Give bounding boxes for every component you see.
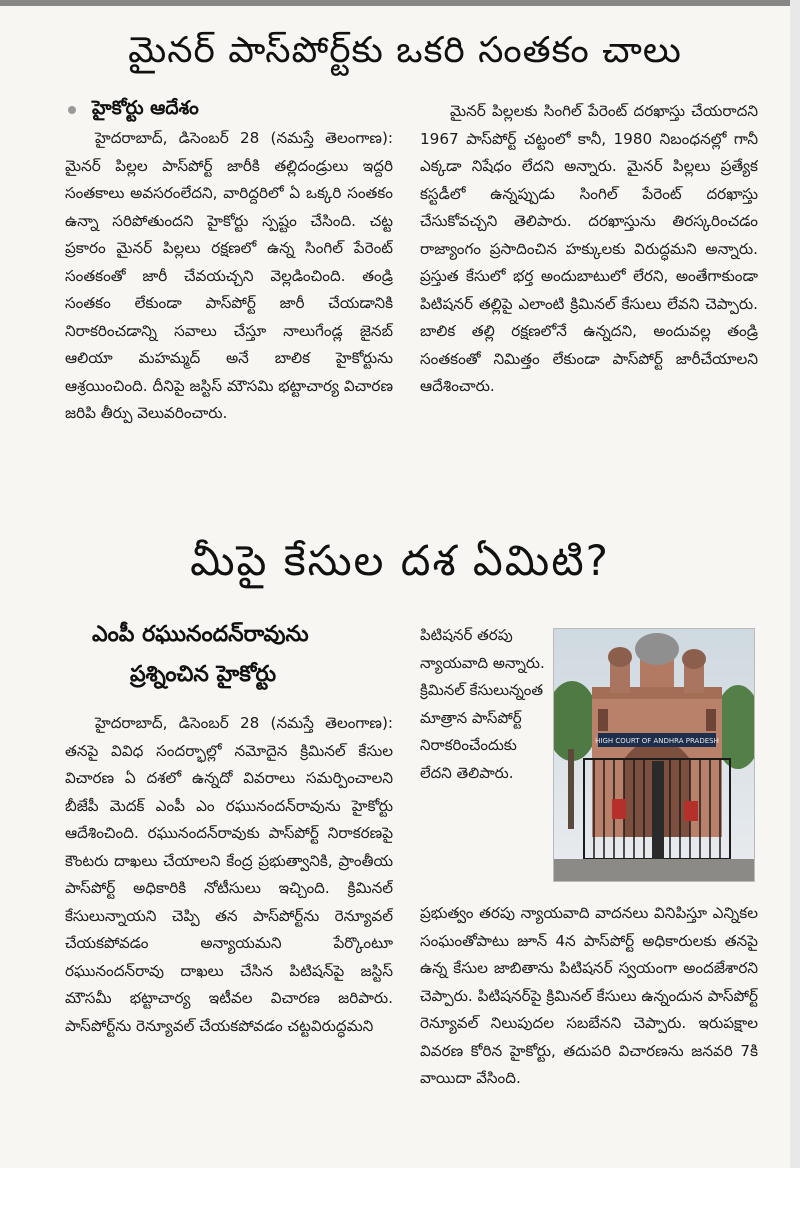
court-sign: HIGH COURT OF ANDHRA PRADESH [595, 737, 719, 745]
article2-column-narrow [420, 622, 550, 890]
article2-column-right [420, 900, 758, 1170]
article2-column-left [65, 710, 393, 1170]
article2-text-left: హైదరాబాద్, డిసెంబర్ 28 (నమస్తే తెలంగాణ): తనపై వివిధ సందర్భాల్లో నమోదైన క్రిమినల్ కేసుల విచారణ ఏ దశలో ఉన్నదో వివరాలు సమర్పించాలని బీజేపీ మెదక్ ఎంపీ ఎం రఘునందన్‌రావును హైకోర్టు ఆదేశించింది. రఘునందన్‌రావుకు పాస్‌పోర్ట్ నిరాకరణపై కౌంటరు దాఖలు చేయాలని కేంద్ర ప్రభుత్వానికి, ప్రాంతీయ పాస్‌పోర్ట్ అధికారికి నోటీసులు ఇచ్చింది. క్రిమినల్ కేసులున్నాయని చెప్పి తన పాస్‌పోర్ట్‌ను రెన్యూవల్ చేయకపోవడం అన్యాయమని పేర్కొంటూ రఘునందన్‌రావు దాఖలు చేసిన పిటిషన్‌పై జస్టిస్ మౌసమీ భట్టాచార్య ఇటీవల విచారణ జరిపారు. పాస్‌పోర్ట్‌ను రెన్యూవల్ చేయకపోవడం చట్టవిరుద్ధమని [65, 714, 393, 1035]
article1-column-right [420, 98, 758, 528]
bullet-icon [68, 106, 76, 114]
article1-text-right: మైనర్ పిల్లలకు సింగిల్ పేరెంట్ దరఖాస్తు చేయరాదని 1967 పాస్‌పోర్ట్ చట్టంలో కానీ, 1980 నిబంధనల్లో గానీ ఎక్కడా నిషేధం లేదని అన్నారు. మైనర్ పిల్లలు ప్రత్యేక కస్టడీలో ఉన్నప్పుడు సింగిల్ పేరెంట్ దరఖాస్తు చేసుకోవచ్చని తెలిపారు. దరఖాస్తును తిరస్కరించడం రాజ్యాంగం ప్రసాదించిన హక్కులకు విరుద్ధమని అన్నారు. ప్రస్తుత కేసులో భర్త అందుబాటులో లేరని, అంతేగాకుండా పిటిషనర్ తల్లిపై ఎలాంటి క్రిమినల్ కేసులు లేవని చెప్పారు. బాలిక తల్లి రక్షణలోనే ఉన్నదని, అందువల్ల తండ్రి సంతకంతో నిమిత్తం లేకుండా పాస్‌పోర్ట్ జారీచేయాలని ఆదేశించారు. [420, 102, 758, 395]
page-edge [790, 0, 800, 1168]
high-court-photo [553, 628, 755, 882]
top-cut-strip [0, 0, 800, 6]
high-court-illustration [554, 629, 754, 881]
article1-subhead: హైకోర్టు ఆదేశం [92, 97, 199, 119]
article2-headline: మీపై కేసుల దశ ఏమిటి? [190, 536, 610, 585]
article1-column-left [65, 125, 393, 525]
article2-text-narrow: పిటిషనర్ తరపు న్యాయవాది అన్నారు. క్రిమినల్ కేసులున్నంత మాత్రాన పాస్‌పోర్ట్ నిరాకరించేందుకు లేదని తెలిపారు. [420, 626, 545, 782]
article1-text-left: హైదరాబాద్, డిసెంబర్ 28 (నమస్తే తెలంగాణ): మైనర్ పిల్లల పాస్‌పోర్ట్ జారీకి తల్లిదండ్రులు ఇద్దరి సంతకాలు అవసరంలేదని, వారిద్దరిలో ఏ ఒక్కరి సంతకం ఉన్నా సరిపోతుందని హైకోర్టు స్పష్టం చేసింది. చట్ట ప్రకారం మైనర్ పిల్లలు రక్షణలో ఉన్న సింగిల్ పేరెంట్ సంతకంతో జారీ చేవయచ్చని వెల్లడించింది. తండ్రి సంతకం లేకుండా పాస్‌పోర్ట్ జారీ చేయడానికి నిరాకరించడాన్ని సవాలు చేస్తూ నాలుగేండ్ల జైనబ్ ఆలియా మహమ్మద్ అనే బాలిక హైకోర్టును ఆశ్రయించింది. దీనిపై జస్టిస్ మౌసమి భట్టాచార్య విచారణ జరిపి తీర్పు వెలువరించారు. [65, 129, 393, 422]
article2-text-right: ప్రభుత్వం తరపు న్యాయవాది వాదనలు వినిపిస్తూ ఎన్నికల సంఘంతోపాటు జూన్ 4న పాస్‌పోర్ట్ అధికారులకు తనపై ఉన్న కేసుల జాబితాను పిటిషనర్ స్వయంగా అందజేశారని చెప్పారు. పిటిషనర్‌పై క్రిమినల్ కేసులు ఉన్నందున పాస్‌పోర్ట్ రెన్యూవల్ నిలుపుదల సబబేనని చెప్పారు. ఇరుపక్షాల వివరణ కోరిన హైకోర్టు, తదుపరి విచారణను జనవరి 7కి వాయిదా వేసింది. [420, 904, 758, 1087]
article2-subhead-line2: ప్రశ్నించిన హైకోర్టు [130, 662, 277, 687]
article1-headline: మైనర్ పాస్‌పోర్ట్‌కు ఒకరి సంతకం చాలు [128, 30, 682, 71]
article2-subhead-line1: ఎంపీ రఘునందన్‌రావును [92, 622, 309, 647]
